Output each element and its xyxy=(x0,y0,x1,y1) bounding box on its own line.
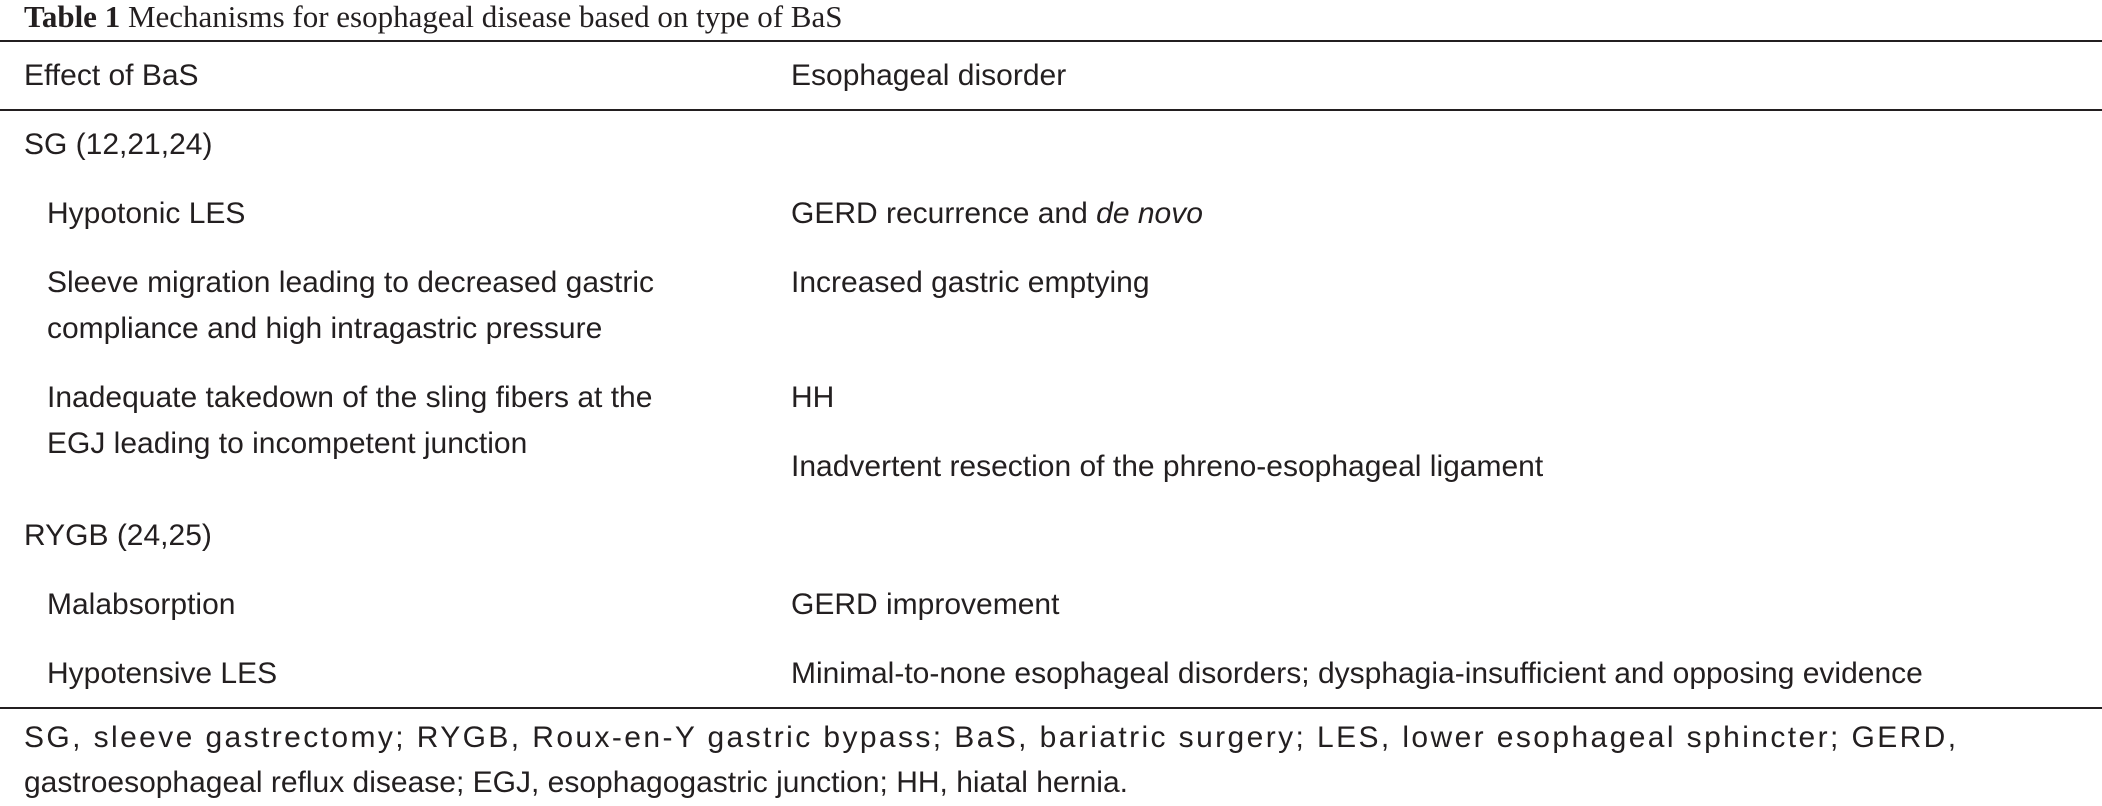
section-title-rygb: RYGB (24,25) xyxy=(24,519,212,552)
table-caption xyxy=(24,0,842,34)
rygb-row1-effect: Malabsorption xyxy=(47,588,236,621)
sg-row1-disorder-text: GERD recurrence and xyxy=(791,197,1097,230)
header-effect-of-bas: Effect of BaS xyxy=(24,59,199,92)
table-footnote-line2: gastroesophageal reflux disease; EGJ, esophagogastric junction; HH, hiatal hernia. xyxy=(24,766,1128,799)
section-title-sg: SG (12,21,24) xyxy=(24,128,213,161)
table-footnote-line1: SG, sleeve gastrectomy; RYGB, Roux-en-Y gastric bypass; BaS, bariatric surgery; LES, lower esophageal sphincter; GERD, xyxy=(24,721,1959,754)
sg-row2-effect-line1: Sleeve migration leading to decreased gastric xyxy=(47,266,655,299)
header-esophageal-disorder: Esophageal disorder xyxy=(791,59,1067,92)
rygb-row2-effect: Hypotensive LES xyxy=(47,657,278,690)
table-caption-text: Mechanisms for esophageal disease based on type of BaS xyxy=(127,0,843,34)
sg-row2-disorder: Increased gastric emptying xyxy=(791,266,1150,299)
table-caption-label: Table 1 xyxy=(24,0,121,34)
rygb-row1-disorder: GERD improvement xyxy=(791,588,1060,621)
table-header-rule xyxy=(0,109,2102,111)
table-bottom-rule xyxy=(0,707,2102,709)
sg-row1-disorder-italic: de novo xyxy=(1096,197,1203,230)
rygb-row2-disorder: Minimal-to-none esophageal disorders; dysphagia-insufficient and opposing evidence xyxy=(791,657,1923,690)
table-top-rule xyxy=(0,40,2102,42)
sg-row1-effect: Hypotonic LES xyxy=(47,197,246,230)
sg-row3-effect-line2: EGJ leading to incompetent junction xyxy=(47,427,528,460)
sg-row2-effect-line2: compliance and high intragastric pressure xyxy=(47,312,603,345)
sg-row3-disorder-extra: Inadvertent resection of the phreno-esophageal ligament xyxy=(791,450,1544,483)
sg-row1-disorder xyxy=(791,191,1203,237)
sg-row3-disorder: HH xyxy=(791,381,835,414)
sg-row3-effect-line1: Inadequate takedown of the sling fibers at the xyxy=(47,381,653,414)
